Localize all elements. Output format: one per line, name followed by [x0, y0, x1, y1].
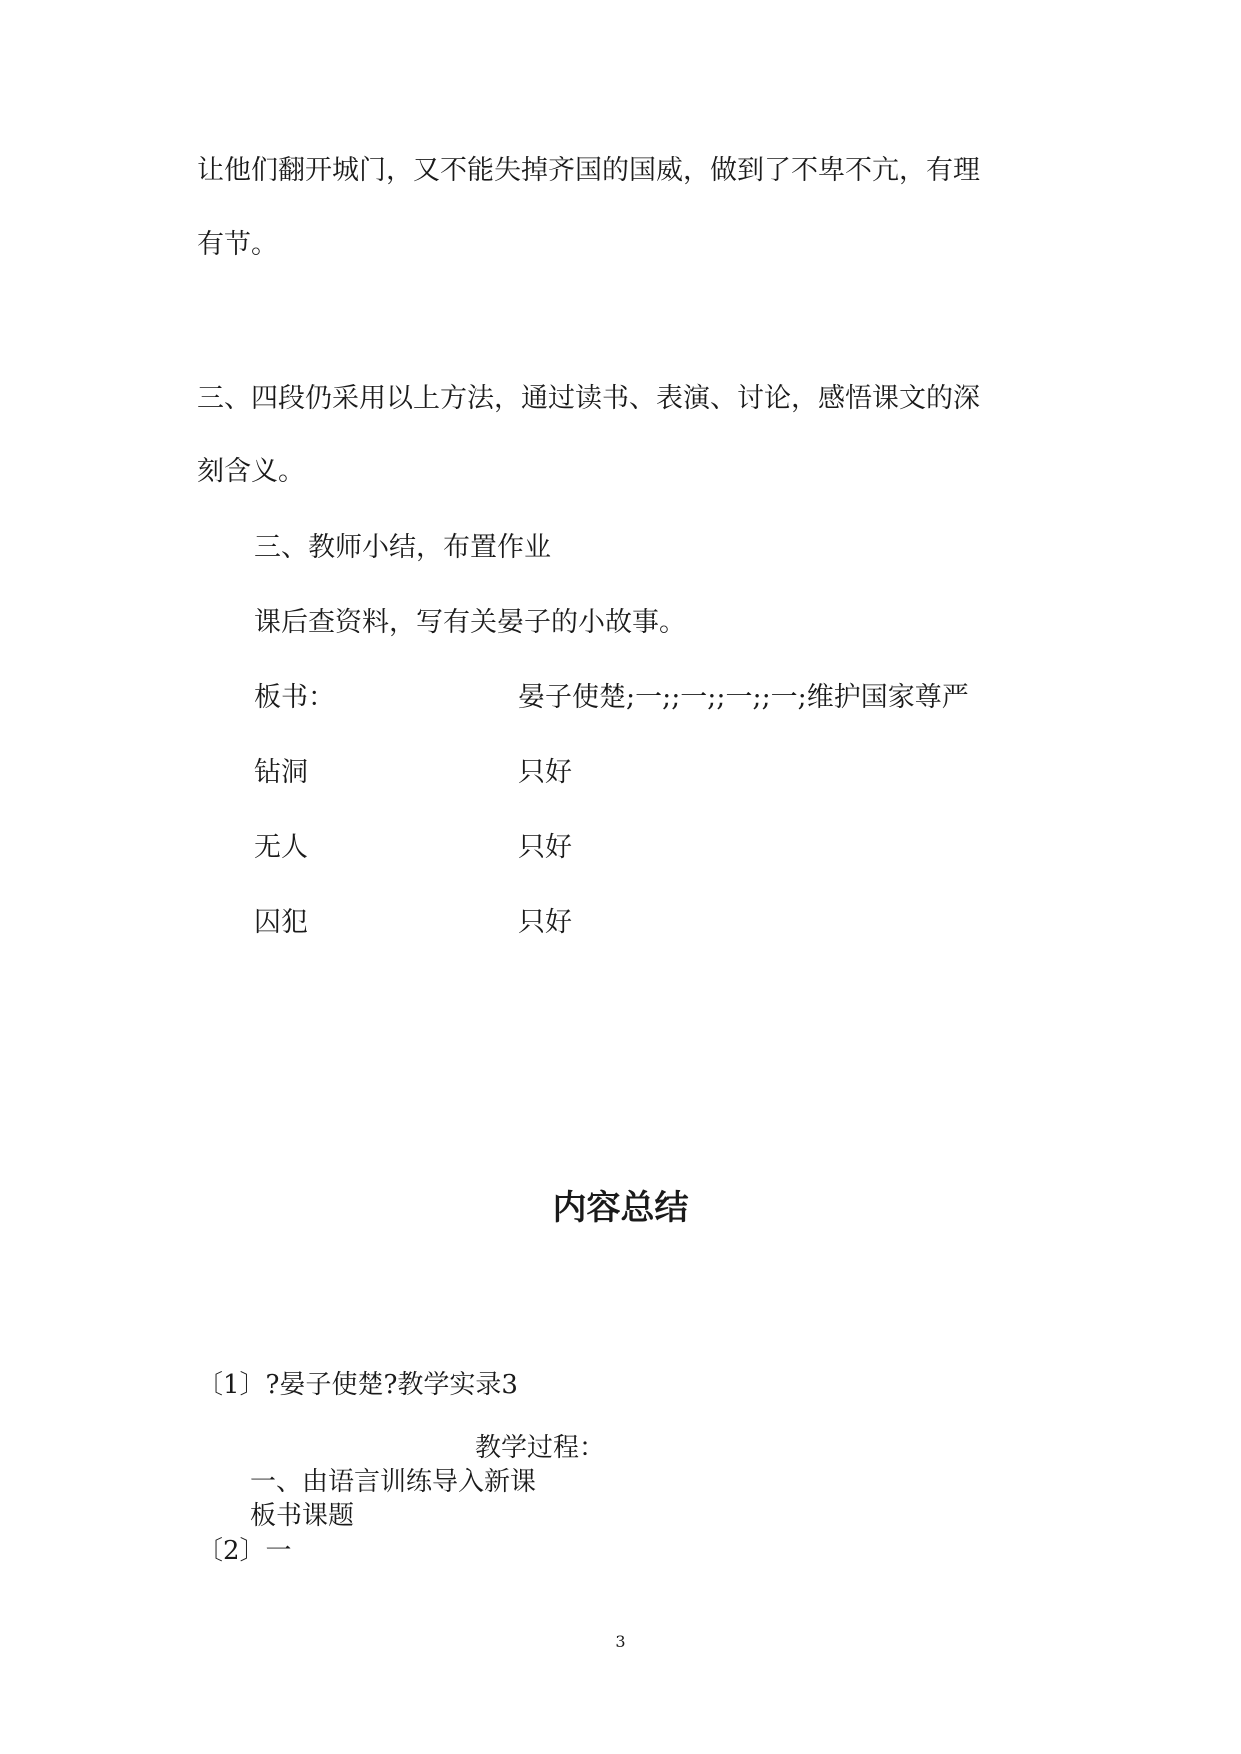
paragraph-line: 刻含义。: [197, 456, 305, 487]
paragraph-line: 有节。: [197, 229, 278, 260]
page-number: 3: [615, 1632, 626, 1651]
summary-item: 〔1〕?晏子使楚?教学实录3: [197, 1370, 518, 1400]
process-heading: 教学过程：: [475, 1433, 606, 1463]
board-row-left: 无人: [254, 832, 308, 863]
board-row-left: 钻洞: [254, 757, 308, 788]
board-label: 板书：: [254, 682, 335, 713]
summary-item: 〔2〕一: [197, 1536, 292, 1566]
board-title: 晏子使楚;一;;一;;一;;一;维护国家尊严: [518, 682, 969, 713]
board-row-right: 只好: [518, 832, 572, 863]
board-row-right: 只好: [518, 757, 572, 788]
summary-heading: 内容总结: [552, 1188, 689, 1228]
paragraph-line: 三、四段仍采用以上方法，通过读书、表演、讨论，感悟课文的深: [197, 383, 980, 414]
paragraph-line: 让他们翻开城门，又不能失掉齐国的国威，做到了不卑不亢，有理: [197, 155, 980, 186]
board-row-right: 只好: [518, 907, 572, 938]
process-step: 一、由语言训练导入新课: [250, 1467, 537, 1497]
homework-text: 课后查资料，写有关晏子的小故事。: [254, 607, 686, 638]
section-heading: 三、教师小结，布置作业: [254, 532, 551, 563]
process-substep: 板书课题: [250, 1501, 355, 1531]
board-row-left: 囚犯: [254, 907, 308, 938]
